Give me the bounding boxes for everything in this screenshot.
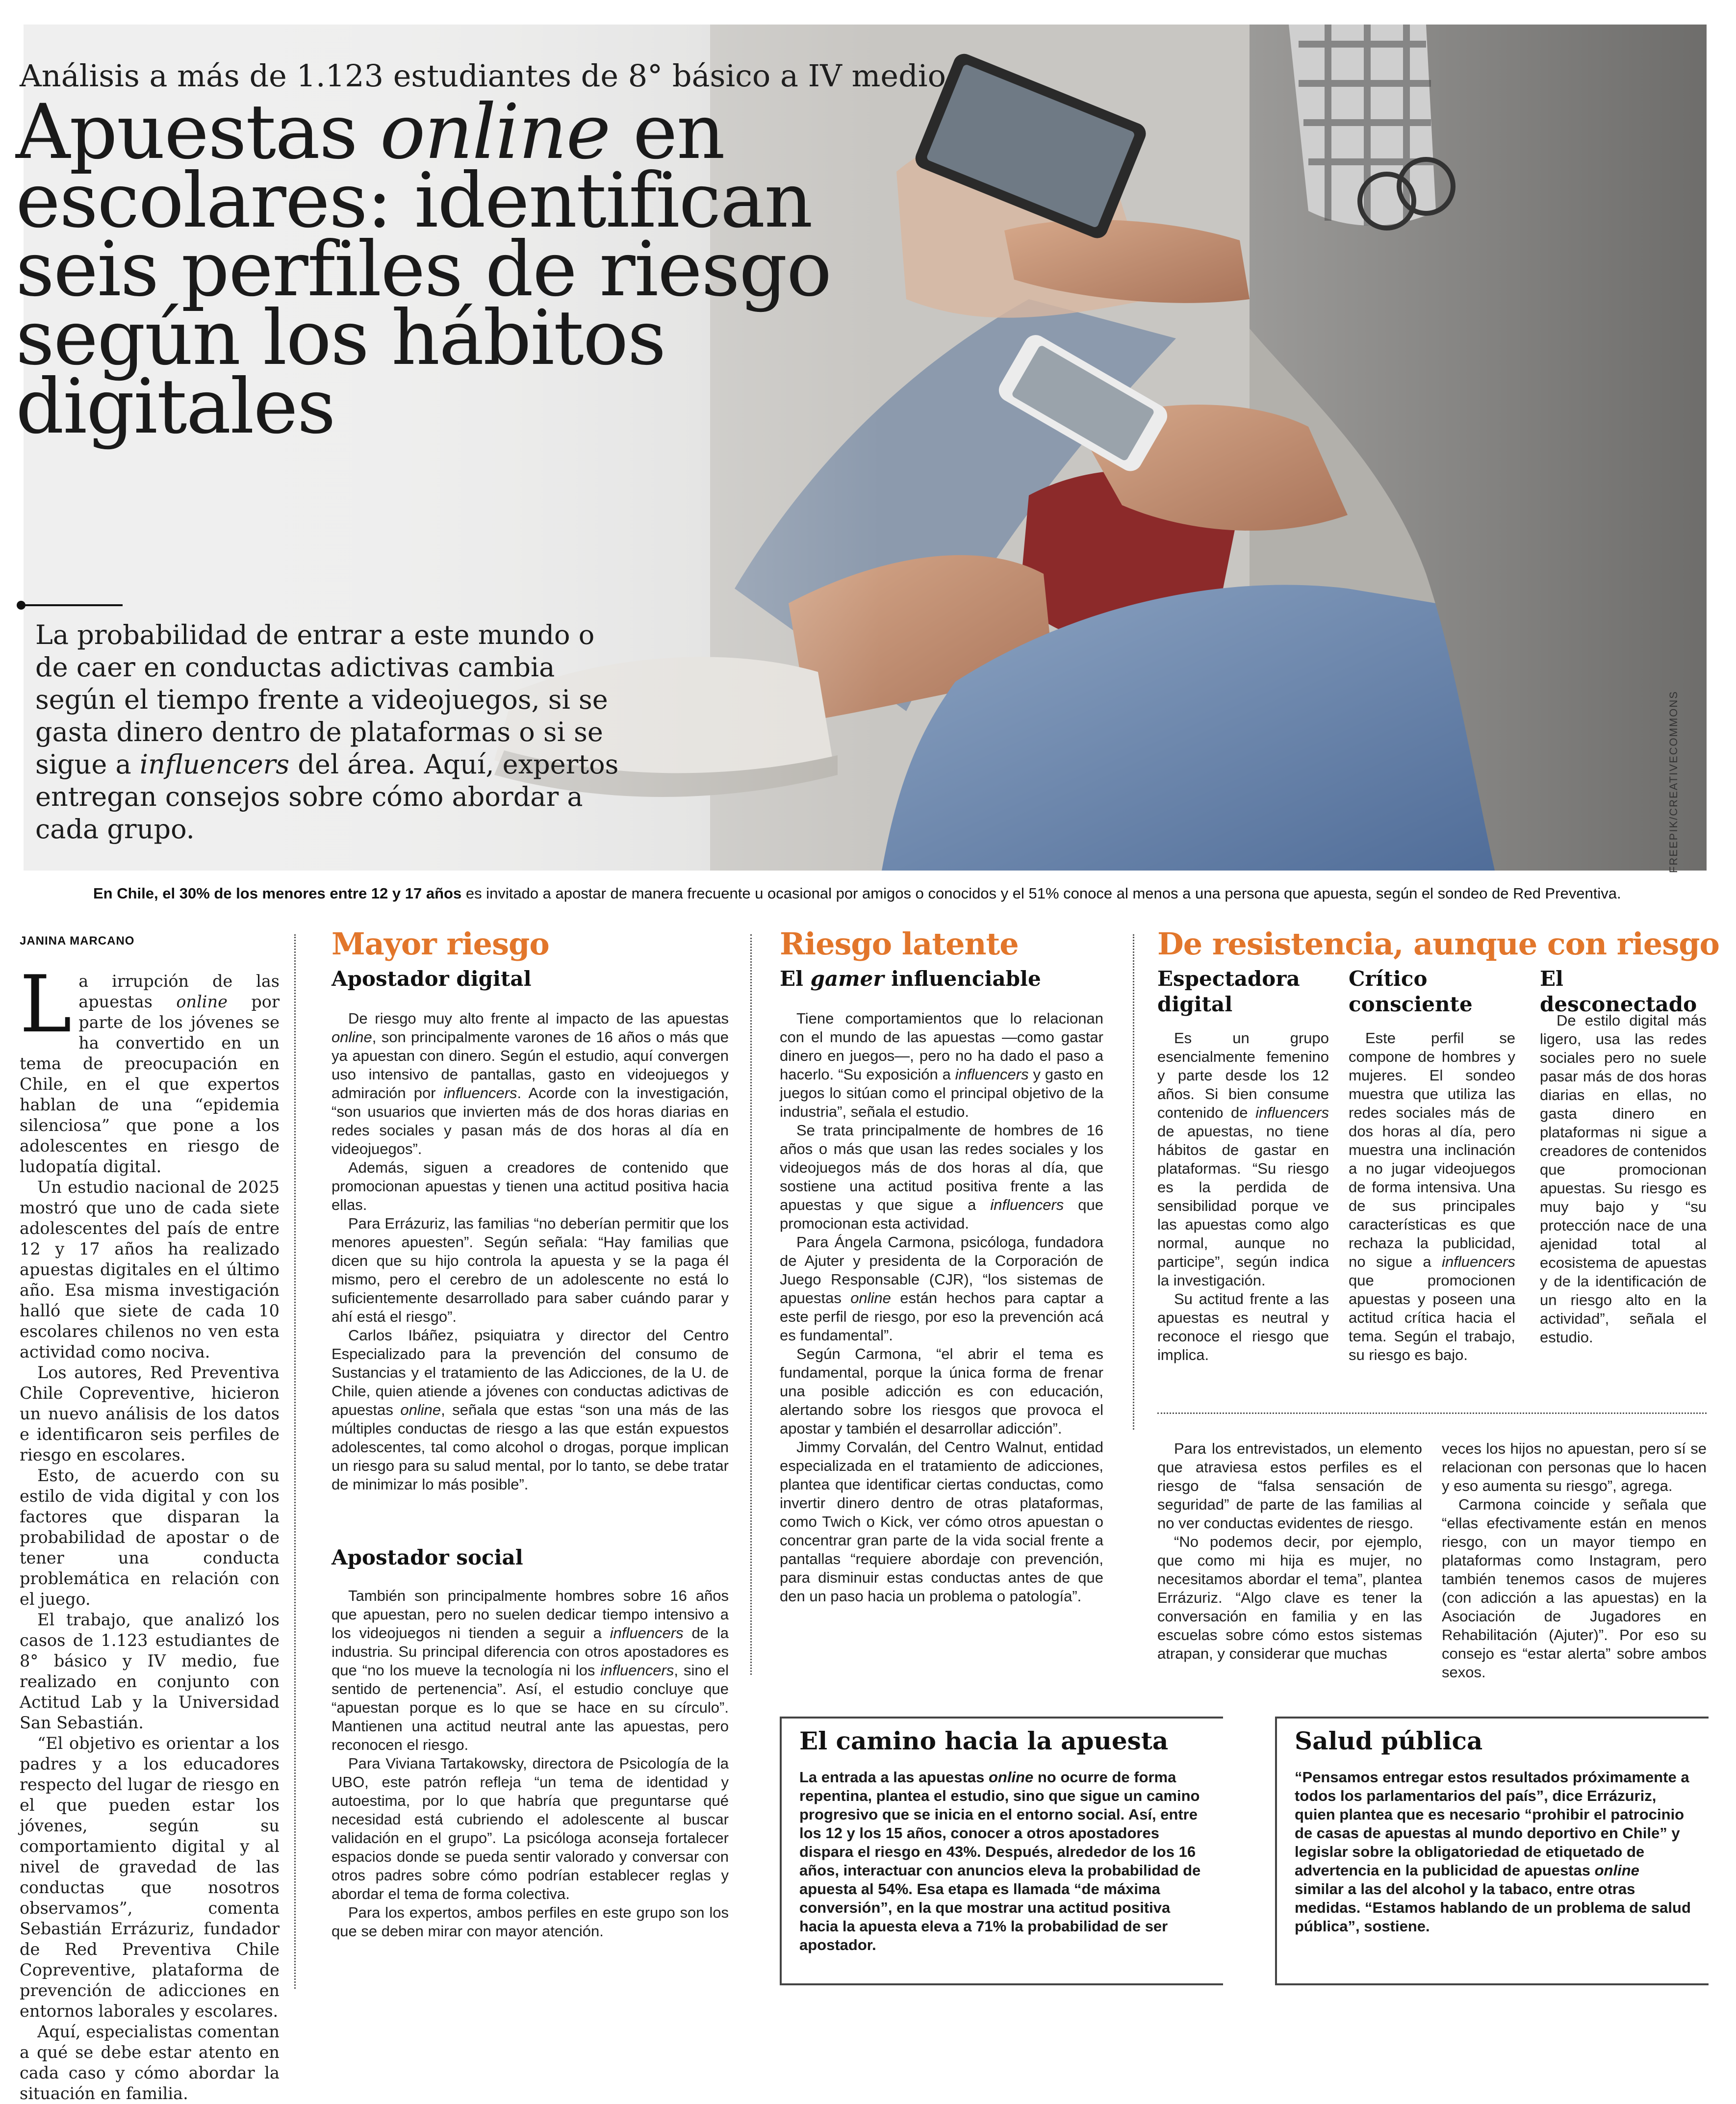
section-resistencia: De resistencia, aunque con riesgo bbox=[1157, 926, 1719, 962]
paragraph: Aquí, especialistas comentan a qué se debe estar atento en cada caso y cómo abordar la situación en familia. bbox=[20, 2022, 280, 2103]
critico-text bbox=[1349, 1029, 1515, 1364]
desconectado-text bbox=[1540, 1011, 1707, 1347]
paragraph: Además, siguen a creadores de contenido que promocionan apuestas y tienen una actitud positiva hacia ellas. bbox=[332, 1159, 729, 1213]
paragraph: Para los entrevistados, un elemento que atraviesa estos perfiles es el riesgo de “falsa sensación de seguridad” de parte de las familias al no ver conductas evidentes de riesgo. bbox=[1157, 1440, 1422, 1532]
dropcap: L bbox=[20, 958, 72, 1050]
subhead-el-desconectado: El desconectado bbox=[1540, 967, 1697, 1016]
paragraph: Esto, de acuerdo con su estilo de vida digital y con los factores que disparan la probabilidad de apostar o de tener una conducta problemática en relación con el juego. bbox=[20, 1466, 280, 1609]
resistencia-text-right bbox=[1442, 1439, 1707, 1682]
resistencia-text-left bbox=[1157, 1439, 1422, 1663]
box-text-salud: “Pensamos entregar estos resultados próximamente a todos los parlamentarios del país”, dice Errázuriz, quien plantea que es necesario “prohibir el patrocinio de casas de apuestas al mundo deportivo en Chile” y legislar sobre la obligatoriedad de etiquetado de advertencia en la publicidad de apuestas online similar a las del alcohol y la tabaco, entre otras medidas. “Estamos hablando de un problema de salud pública”, sostiene. bbox=[1295, 1769, 1691, 1935]
lead-divider bbox=[20, 604, 123, 606]
paragraph: Para Ángela Carmona, psicóloga, fundadora de Ajuter y presidenta de la Corporación de Juego Responsable (CJR), “los sistemas de apuestas online están hechos para captar a este perfil de riesgo, por eso la prevención acá es fundamental”. bbox=[780, 1233, 1103, 1344]
mayor-riesgo-text bbox=[332, 1009, 729, 1494]
subhead-apostador-digital: Apostador digital bbox=[332, 967, 532, 991]
apostador-social-text bbox=[332, 1587, 729, 1941]
paragraph: veces los hijos no apuestan, pero sí se relacionan con personas que lo hacen y eso aumenta su riesgo”, agrega. bbox=[1442, 1440, 1707, 1494]
subhead-apostador-social: Apostador social bbox=[332, 1545, 523, 1569]
box-text-camino: La entrada a las apuestas online no ocurre de forma repentina, plantea el estudio, sino que sigue un camino progresivo que se inicia en el entorno social. Así, entre los 12 y los 15 años, conocer a otros apostadores dispara el riesgo en 43%. Después, alrededor de los 16 años, interactuar con anuncios eleva la probabilidad de apuesta al 54%. Esa etapa es llamada “de máxima conversión”, en la que mostrar una actitud positiva hacia la apuesta eleva a 71% la probabilidad de ser apostador. bbox=[799, 1769, 1201, 1953]
paragraph: Se trata principalmente de hombres de 16 años o más que usan las redes sociales y los videojuegos más de dos horas al día, que sostiene una actitud positiva frente a las apuestas y que sigue a influencers que promocionan esta actividad. bbox=[780, 1122, 1103, 1232]
paragraph: Para los expertos, ambos perfiles en este grupo son los que se deben mirar con mayor atención. bbox=[332, 1904, 729, 1940]
paragraph: De estilo digital más ligero, usa las redes sociales pero no suele pasar más de dos horas diarias en ellas, no gasta dinero en plataformas ni sigue a creadores de contenidos que promocionan apuestas. Su riesgo es muy bajo y “su protección nace de una ajenidad total al ecosistema de apuestas y de la identificación de un riesgo alto en la actividad”, señala el estudio. bbox=[1540, 1012, 1707, 1346]
paragraph: También son principalmente hombres sobre 16 años que apuestan, pero no suelen dedicar tiempo intensivo a los videojuegos ni tienden a seguir a influencers de la industria. Su principal diferencia con otros apostadores es que “no los mueve la tecnología ni los influencers, sino el sentido de pertenencia”. Así, el estudio concluye que “apuestan porque es lo que se hace en su círculo”. Mantienen una actitud neutral ante las apuestas, pero reconocen el riesgo. bbox=[332, 1587, 729, 1753]
paragraph: Los autores, Red Preventiva Chile Copreventive, hicieron un nuevo análisis de los datos e identificaron seis perfiles de riesgo en escolares. bbox=[20, 1363, 280, 1464]
intro-paragraph: La irrupción de las apuestas online por parte de los jóvenes se ha convertido en un tema de preocupación en Chile, en el que expertos hablan de una “epidemia silenciosa” que pone a los adolescentes en riesgo de ludopatía digital. bbox=[20, 958, 280, 1176]
section-riesgo-latente: Riesgo latente bbox=[780, 926, 1019, 962]
kicker: Análisis a más de 1.123 estudiantes de 8° básico a IV medio bbox=[20, 58, 946, 94]
paragraph: Carlos Ibáñez, psiquiatra y director del Centro Especializado para la prevención del consumo de Sustancias y el tratamiento de las Adicciones, de la U. de Chile, quien atiende a jóvenes con conductas adictivas de apuestas online, señala que estas “son una más de las múltiples conductas de riesgo a las que están expuestos adolescentes, tal como alcohol o drogas, porque implican un riesgo para su salud mental, por lo tanto, se debe tratar de minimizar lo más posible”. bbox=[332, 1327, 729, 1493]
box-title-camino: El camino hacia la apuesta bbox=[799, 1726, 1169, 1755]
column-divider bbox=[750, 934, 752, 1675]
byline: JANINA MARCANO bbox=[20, 934, 135, 948]
section-mayor-riesgo: Mayor riesgo bbox=[332, 926, 549, 962]
subhead-critico-consciente: Crítico consciente bbox=[1349, 967, 1473, 1016]
riesgo-latente-text bbox=[780, 1009, 1103, 1606]
subhead-gamer-influenciable: El gamer influenciable bbox=[780, 967, 1041, 991]
paragraph: “El objetivo es orientar a los padres y a los educadores respecto del lugar de riesgo en el que pueden estar los jóvenes, según su comportamiento digital y al nivel de gravedad de las conductas que nosotros observamos”, comenta Sebastián Errázuriz, fundador de Red Preventiva Chile Copreventive, plataforma de prevención de adicciones en entornos laborales y escolares. bbox=[20, 1734, 280, 2021]
column-divider bbox=[1133, 934, 1134, 1430]
column-divider bbox=[294, 934, 296, 1989]
photo-caption: En Chile, el 30% de los menores entre 12 y 17 años es invitado a apostar de manera frecuente u ocasional por amigos o conocidos y el 51% conoce al menos a una persona que apuesta, según el sondeo de Red Preventiva. bbox=[93, 885, 1621, 902]
paragraph: Este perfil se compone de hombres y mujeres. El sondeo muestra que utiliza las redes sociales más de dos horas al día, pero muestra una inclinación a no jugar videojuegos de forma intensiva. Una de sus principales características es que rechaza la publicidad, no sigue a influencers que promocionen apuestas y poseen una actitud crítica hacia el tema. Según el trabajo, su riesgo es bajo. bbox=[1349, 1029, 1515, 1363]
paragraph: Carmona coincide y señala que “ellas efectivamente están en menos riesgo, con un mayor tiempo en plataformas como Instagram, pero también tenemos casos de mujeres (con adicción a las apuestas) en la Asociación de Jugadores en Rehabilitación (Ajuter)”. Por eso su consejo es “estar alerta” sobre ambos sexos. bbox=[1442, 1496, 1707, 1681]
paragraph: Jimmy Corvalán, del Centro Walnut, entidad especializada en el tratamiento de adicciones, plantea que identificar ciertas conductas, como invertir dinero dentro de otras plataformas, como Twich o Kick, ver cómo otros apuestan o concentrar gran parte de la vida social frente a pantallas “requiere abordaje con prevención, para disminuir estas conductas antes de que den un paso hacia un problema o patología”. bbox=[780, 1438, 1103, 1605]
paragraph: Según Carmona, “el abrir el tema es fundamental, porque la única forma de frenar una posible adicción es con educación, alertando sobre los riesgos que provoca el apostar y también el desarrollar adicción”. bbox=[780, 1345, 1103, 1437]
paragraph: Su actitud frente a las apuestas es neutral y reconoce el riesgo que implica. bbox=[1157, 1290, 1329, 1363]
headline: Apuestas online en escolares: identifican seis perfiles de riesgo según los hábitos digitales bbox=[16, 88, 831, 451]
paragraph: Para Viviana Tartakowsky, directora de Psicología de la UBO, este patrón refleja “un tema de identidad y autoestima, por lo que habría que preguntarse qué necesidad está cubriendo el adolescente al buscar validación en el grupo”. La psicóloga aconseja fortalecer espacios donde se pueda sentir valorado y conversar con otros padres sobre cómo podrían establecer reglas y abordar el tema de forma colectiva. bbox=[332, 1755, 729, 1902]
section-divider bbox=[1157, 1412, 1707, 1414]
lead-paragraph: La probabilidad de entrar a este mundo o de caer en conductas adictivas cambia según el tiempo frente a videojuegos, si se gasta dinero dentro de plataformas o si se sigue a influencers del área. Aquí, expertos entregan consejos sobre cómo abordar a cada grupo. bbox=[35, 619, 619, 845]
paragraph: De riesgo muy alto frente al impacto de las apuestas online, son principalmente varones de 16 años o más que ya apuestan con dinero. Según el estudio, aquí convergen uso intensivo de pantallas, gasto en videojuegos y admiración por influencers. Acorde con la investigación, “son usuarios que invierten más de dos horas diarias en redes sociales y pasan más de dos horas al día en videojuegos”. bbox=[332, 1010, 729, 1157]
paragraph: Un estudio nacional de 2025 mostró que uno de cada siete adolescentes del país de entre 12 y 17 años ha realizado apuestas digitales en el último año. Esa misma investigación halló que siete de cada 10 escolares chilenos no ven esta actividad como nociva. bbox=[20, 1178, 280, 1361]
subhead-espectadora-digital: Espectadora digital bbox=[1157, 967, 1300, 1016]
intro-column bbox=[20, 958, 280, 2104]
paragraph: Es un grupo esencialmente femenino y parte desde los 12 años. Si bien consume contenido de influencers de apuestas, no tiene hábitos de gastar en plataformas. “Su riesgo es la perdida de sensibilidad porque ve las apuestas como algo normal, aunque no participe”, según indica la investigación. bbox=[1157, 1029, 1329, 1289]
photo-credit: FREEPIK/CREATIVECOMMONS bbox=[1667, 691, 1680, 873]
paragraph: Para Errázuriz, las familias “no deberían permitir que los menores apuesten”. Según señala: “Hay familias que dicen que su hijo controla la apuesta y se la paga él mismo, pero el cerebro de un adolescente no está lo suficientemente desarrollado para saber cuándo parar y ahí está el riesgo”. bbox=[332, 1215, 729, 1325]
box-title-salud: Salud pública bbox=[1295, 1726, 1483, 1755]
paragraph: Tiene comportamientos que lo relacionan con el mundo de las apuestas —como gastar dinero en juegos—, pero no ha dado el paso a hacerlo. “Su exposición a influencers y gasto en juegos lo sitúan como el principal objetivo de la industria”, señala el estudio. bbox=[780, 1010, 1104, 1120]
espectadora-text bbox=[1157, 1029, 1329, 1364]
paragraph: El trabajo, que analizó los casos de 1.123 estudiantes de 8° básico y IV medio, fue realizado en conjunto con Actitud Lab y la Universidad San Sebastián. bbox=[20, 1610, 280, 1732]
paragraph: “No podemos decir, por ejemplo, que como mi hija es mujer, no necesitamos abordar el tema”, plantea Errázuriz. “Algo clave es tener la conversación en familia y en las escuelas sobre cómo estos sistemas atrapan, y considerar que muchas bbox=[1157, 1533, 1422, 1662]
